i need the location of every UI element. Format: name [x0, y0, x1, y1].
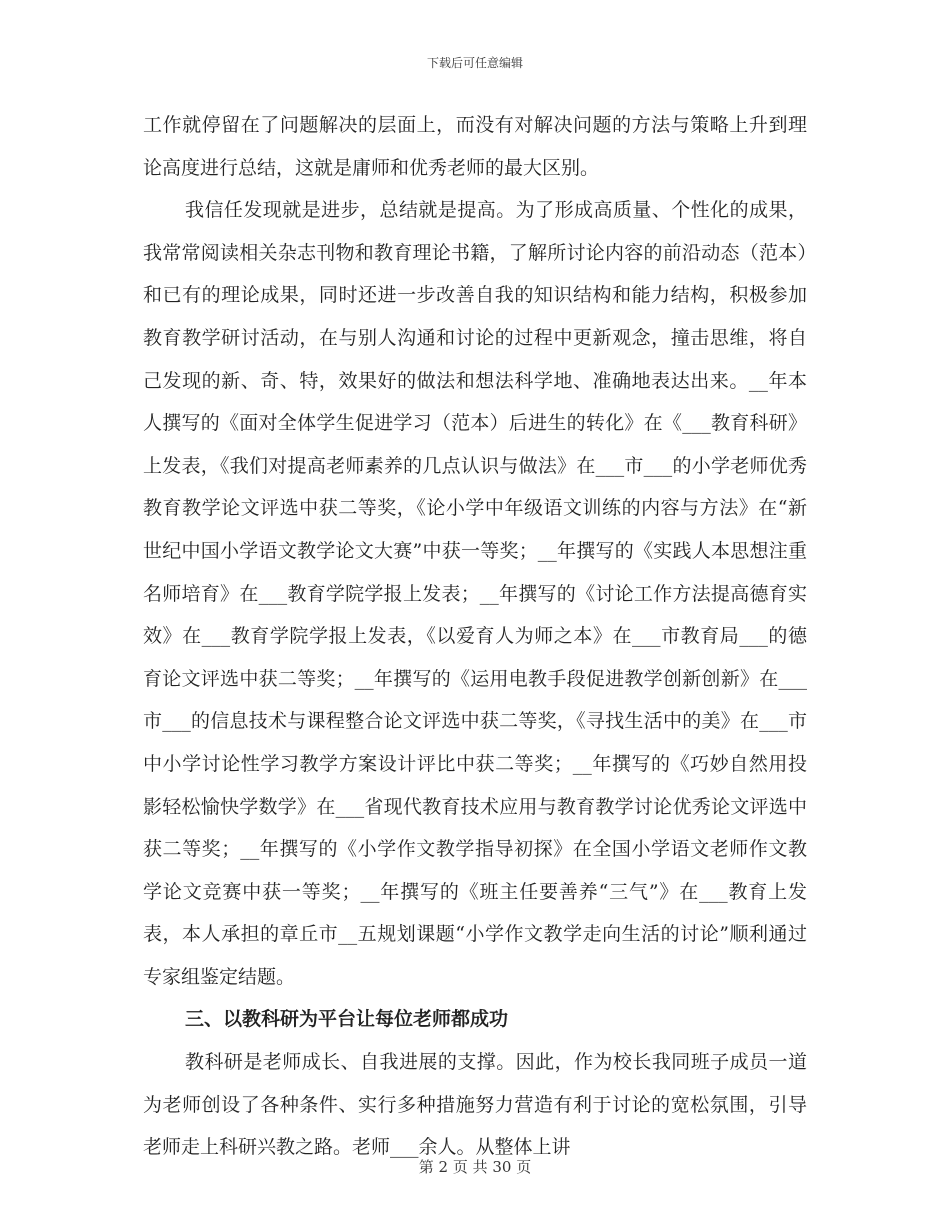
- page-header: 下载后可任意编辑: [426, 56, 523, 70]
- section-heading-3: 三、以教科研为平台让每位老师都成功: [185, 1008, 509, 1031]
- paragraph-3: 教科研是老师成长、自我进展的支撑。因此，作为校长我同班子成员一道为老师创设了各种条件、实行多种措施努力营造有利于讨论的宽松氛围，引导老师走上科研兴教之路。老师___余人。从整体上讲: [143, 1051, 807, 1159]
- paragraph-1: 工作就停留在了问题解决的层面上，而没有对解决问题的方法与策略上升到理论高度进行总结，这就是庸师和优秀老师的最大区别。: [143, 114, 807, 179]
- page-footer: 第 2 页 共 30 页: [418, 1158, 532, 1176]
- document-body: [143, 104, 807, 1169]
- paragraph-2: 我信任发现就是进步，总结就是提高。为了形成高质量、个性化的成果，我常常阅读相关杂志刊物和教育理论书籍，了解所讨论内容的前沿动态（范本）和已有的理论成果，同时还进一步改善自我的知识结构和能力结构，积极参加教育教学研讨活动，在与别人沟通和讨论的过程中更新观念，撞击思维，将自己发现的新、奇、特，效果好的做法和想法科学地、准确地表达出来。__年本人撰写的《面对全体学生促进学习（范本）后进生的转化》在《___教育科研》上发表，《我们对提高老师素养的几点认识与做法》在___市___的小学老师优秀教育教学论文评选中获二等奖，《论小学中年级语文训练的内容与方法》在“新世纪中国小学语文教学论文大赛”中获一等奖；__年撰写的《实践人本思想注重名师培育》在___教育学院学报上发表；__年撰写的《讨论工作方法提高德育实效》在___教育学院学报上发表，《以爱育人为师之本》在___市教育局___的德育论文评选中获二等奖；__年撰写的《运用电教手段促进教学创新创新》在___市___的信息技术与课程整合论文评选中获二等奖，《寻找生活中的美》在___市中小学讨论性学习教学方案设计评比中获二等奖；__年撰写的《巧妙自然用投影轻松愉快学数学》在___省现代教育技术应用与教育教学讨论优秀论文评选中获二等奖；__年撰写的《小学作文教学指导初探》在全国小学语文老师作文教学论文竞赛中获一等奖；__年撰写的《班主任要善养“三气”》在___教育上发表，本人承担的章丘市__五规划课题“小学作文教学走向生活的讨论”顺利通过专家组鉴定结题。: [143, 199, 807, 988]
